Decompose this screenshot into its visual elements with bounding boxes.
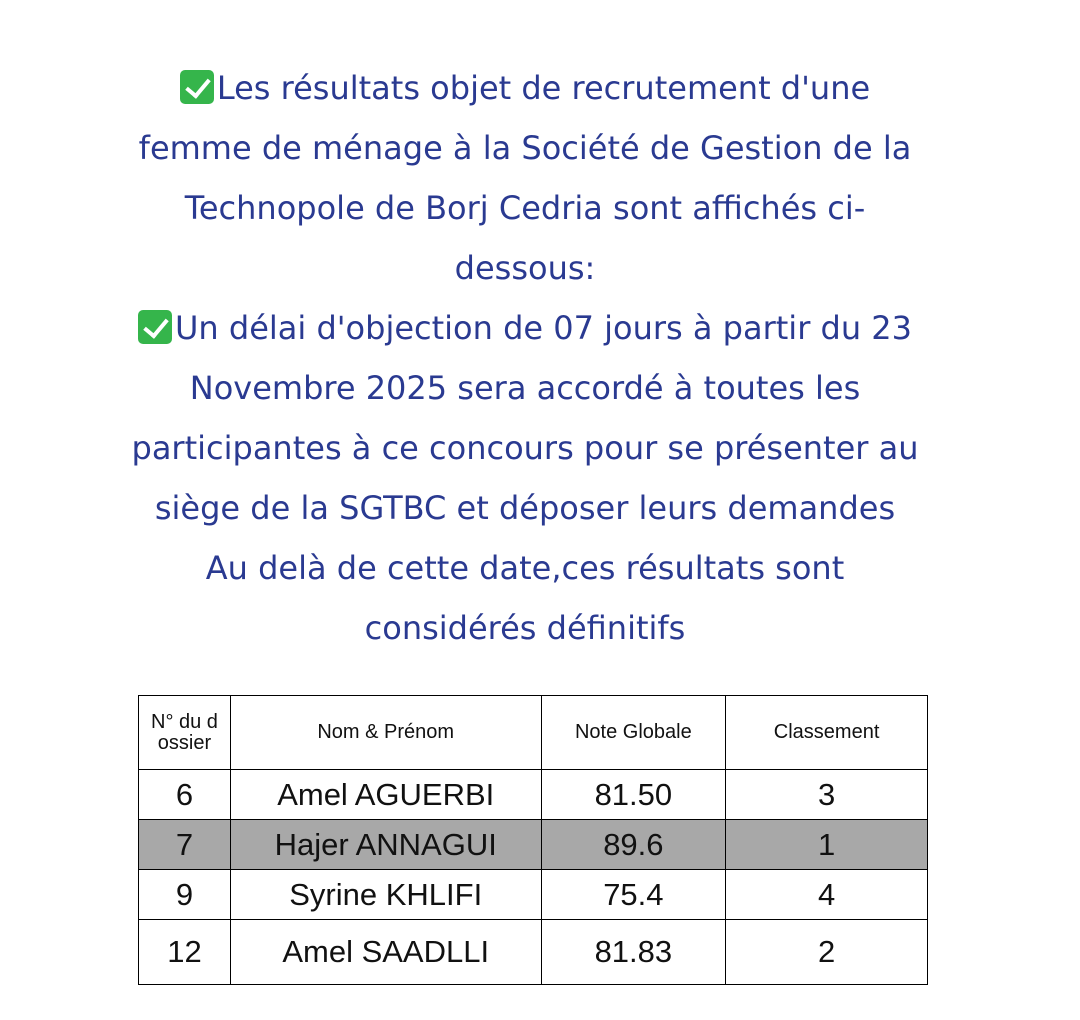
table-row (139, 870, 928, 920)
cell-overall-score: 75.4 (541, 870, 726, 920)
cell-overall-score: 81.83 (541, 920, 726, 985)
cell-dossier-number: 9 (139, 870, 231, 920)
announcement-text (130, 58, 920, 658)
cell-overall-score: 89.6 (541, 820, 726, 870)
cell-ranking: 2 (726, 920, 928, 985)
header-overall-score: Note Globale (541, 696, 726, 770)
cell-ranking: 3 (726, 770, 928, 820)
cell-full-name: Amel SAADLLI (230, 920, 541, 985)
header-ranking: Classement (726, 696, 928, 770)
cell-ranking: 1 (726, 820, 928, 870)
cell-ranking: 4 (726, 870, 928, 920)
announcement-line: participantes à ce concours pour se présenter au (131, 429, 919, 467)
header-dossier-number: N° du dossier (139, 696, 231, 770)
cell-overall-score: 81.50 (541, 770, 726, 820)
cell-full-name: Amel AGUERBI (230, 770, 541, 820)
announcement-line: Au delà de cette date,ces résultats sont (205, 549, 845, 587)
header-full-name: Nom & Prénom (230, 696, 541, 770)
table-row (139, 770, 928, 820)
announcement-line: Un délai d'objection de 07 jours à partir du 23 (130, 298, 920, 358)
results-table (138, 695, 928, 985)
announcement-line: siège de la SGTBC et déposer leurs demandes (154, 489, 896, 527)
table-row-highlighted (139, 820, 928, 870)
cell-dossier-number: 12 (139, 920, 231, 985)
announcement-line: considérés définitifs (364, 609, 686, 647)
check-mark-icon (180, 70, 214, 104)
announcement-line: Novembre 2025 sera accordé à toutes les (189, 369, 861, 407)
cell-full-name: Hajer ANNAGUI (230, 820, 541, 870)
cell-dossier-number: 7 (139, 820, 231, 870)
cell-dossier-number: 6 (139, 770, 231, 820)
announcement-line: dessous: (454, 249, 596, 287)
announcement-line: femme de ménage à la Société de Gestion de la (138, 129, 912, 167)
table-row (139, 920, 928, 985)
table-header-row (139, 696, 928, 770)
cell-full-name: Syrine KHLIFI (230, 870, 541, 920)
announcement-line: Les résultats objet de recrutement d'une (130, 58, 920, 118)
check-mark-icon (138, 310, 172, 344)
announcement-line: Technopole de Borj Cedria sont affichés ci- (184, 189, 866, 227)
